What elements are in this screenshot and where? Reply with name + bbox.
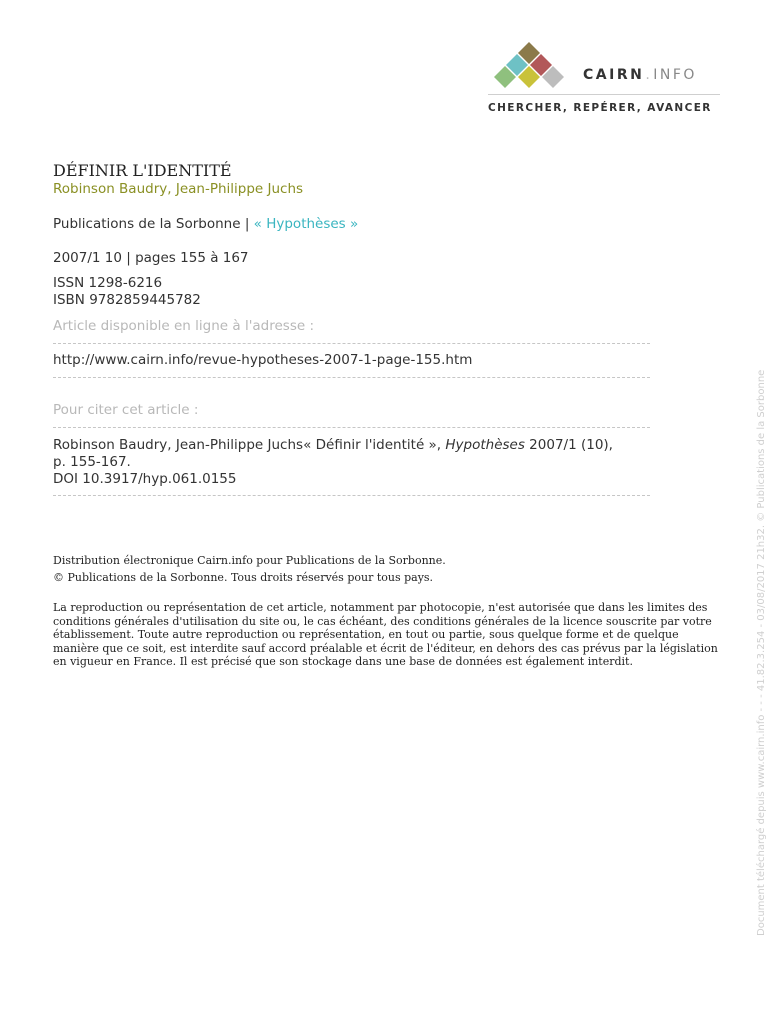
brand-dot: . (645, 67, 653, 83)
citation-pages: p. 155-167. (53, 454, 131, 470)
article-url-link[interactable]: http://www.cairn.info/revue-hypotheses-2007-1-page-155.htm (53, 352, 473, 368)
copyright-note: © Publications de la Sorbonne. Tous droits réservés pour tous pays. (53, 571, 434, 584)
cairn-diamonds-logo-icon (488, 40, 570, 92)
brand-name: CAIRN (583, 67, 645, 83)
divider (53, 427, 650, 428)
citation-label: Pour citer cet article : (53, 402, 199, 418)
cairn-logo (488, 40, 720, 120)
online-label: Article disponible en ligne à l'adresse : (53, 318, 315, 334)
citation-issue: 2007/1 (10), (524, 437, 613, 453)
citation-doi: DOI 10.3917/hyp.061.0155 (53, 471, 237, 487)
legal-notice: La reproduction ou représentation de cet article, notamment par photocopie, n'est autorisée que dans les limites des conditions générales d'utilisation du site ou, le cas échéant, des conditions générales de la licence souscrite par votre établissement. Toute autre reproduction ou représentation, en tout ou partie, sous quelque forme et de quelque manière que ce soit, est interdite sauf accord préalable et écrit de l'éditeur, en dehors des cas prévus par la législation en vigueur en France. Il est précisé que son stockage dans une base de données est également interdit. (53, 601, 718, 669)
isbn: ISBN 9782859445782 (53, 292, 201, 308)
article-authors: Robinson Baudry, Jean-Philippe Juchs (53, 181, 304, 197)
citation-journal: Hypothèses (445, 437, 525, 453)
download-watermark: Document téléchargé depuis www.cairn.info - - - 41.82.3.254 - 03/08/2017 21h32. © Publications de la Sorbonne (756, 369, 767, 936)
citation-title: « Définir l'identité », (303, 437, 446, 453)
distribution-note: Distribution électronique Cairn.info pour Publications de la Sorbonne. (53, 554, 446, 567)
citation-text (53, 437, 723, 488)
publication-separator: | (240, 216, 254, 232)
brand-tld: INFO (653, 67, 697, 83)
publisher: Publications de la Sorbonne (53, 216, 241, 232)
brand-wordmark (583, 67, 697, 83)
publication-line (53, 216, 358, 232)
logo-divider (488, 94, 720, 95)
divider (53, 495, 650, 496)
divider (53, 343, 650, 344)
citation-authors: Robinson Baudry, Jean-Philippe Juchs (53, 437, 304, 453)
logo-tagline: CHERCHER, REPÉRER, AVANCER (488, 102, 712, 114)
issn: ISSN 1298-6216 (53, 275, 163, 291)
issue-info: 2007/1 10 | pages 155 à 167 (53, 250, 249, 266)
collection-link[interactable]: « Hypothèses » (253, 216, 359, 232)
article-title: DÉFINIR L'IDENTITÉ (53, 161, 232, 180)
divider (53, 377, 650, 378)
